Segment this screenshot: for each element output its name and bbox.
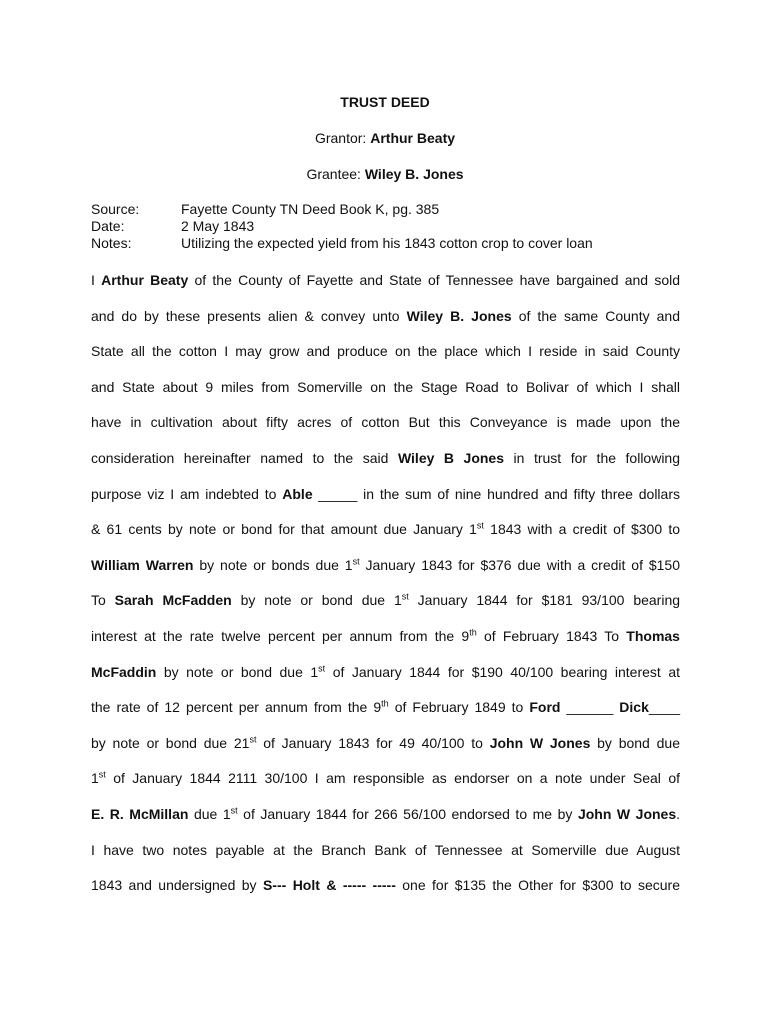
ordinal-suffix: st [352,556,360,567]
body-line [91,735,680,771]
text-run: 1843 with a credit of $300 to [483,521,680,538]
text-run: January 1843 for $376 due with a credit of $150 [359,556,680,573]
grantee-label: Grantee: [306,166,361,182]
body-line [91,806,680,842]
name-run: Wiley B Jones [397,449,505,466]
name-run: John W Jones [489,734,591,751]
text-run: To [91,592,115,609]
body-line [91,272,680,308]
notes-label: Notes: [91,235,132,251]
name-run: Wiley B. Jones [406,307,512,324]
body-line: I have two notes payable at the Branch Bank of Tennessee at Somerville due August [91,841,680,858]
body-line [91,521,680,557]
text-run: _____ in the sum of nine hundred and fifty three dollars [312,485,680,502]
text-run: 1843 and undersigned by [91,877,263,894]
grantor-label: Grantor: [314,130,367,146]
name-run: Thomas [626,627,680,644]
text-run: by note or bond due 21 [91,734,250,751]
body-line [91,664,680,700]
ordinal-suffix: st [401,591,409,602]
source-label: Source: [91,201,140,217]
ordinal-suffix: st [230,805,238,816]
body-line [91,450,680,486]
body-line [91,486,680,522]
text-run: of January 1843 for 49 40/100 to [256,734,490,751]
body-line [91,699,680,735]
text-run: & 61 cents by note or bond for that amount due January 1 [91,521,477,538]
grantee-name: Wiley B. Jones [364,166,464,182]
grantee-line [0,166,770,182]
date-value: 2 May 1843 [181,218,255,234]
text-run: by bond due [590,734,680,751]
body-line: and State about 9 miles from Somerville on the Stage Road to Bolivar of which I shall [91,378,680,395]
text-run: due 1 [188,805,231,822]
date-label: Date: [91,218,125,234]
text-run: in trust for the following [504,449,681,466]
body-line [91,308,680,344]
text-run: of the same County and [511,307,680,324]
text-run: and do by these presents alien & convey unto [91,307,407,324]
text-run: of January 1844 2111 30/100 I am responsible as endorser on a note under Seal of [105,770,680,787]
name-run: Dick [619,699,649,716]
text-run: consideration hereinafter named to the said [91,449,398,466]
name-run: McFaddin [91,663,157,680]
source-row [91,201,593,218]
name-run: Ford [529,699,561,716]
page-title: TRUST DEED [340,94,430,110]
ordinal-suffix: st [98,769,106,780]
text-run: interest at the rate twelve percent per annum from the 9 [91,627,470,644]
text-run: I [91,272,102,288]
text-run: of the County of Fayette and State of Tennessee have bargained and sold [188,272,680,288]
body-line [91,557,680,593]
text-run: ______ [560,699,620,716]
ordinal-suffix: st [249,734,257,745]
body-line [91,628,680,664]
name-run: John W Jones [577,805,677,822]
grantor-line [0,130,770,146]
name-run: S--- Holt & ----- ----- [262,877,396,894]
body-line: State all the cotton I may grow and produce on the place which I reside in said County [91,343,680,360]
text-run: purpose viz I am indebted to [91,485,283,502]
text-run: one for $135 the Other for $300 to secure [395,877,680,894]
grantor-name: Arthur Beaty [370,130,456,146]
ordinal-suffix: st [476,520,484,531]
body-line [91,770,680,806]
text-run: of January 1844 for $190 40/100 bearing interest at [325,663,680,680]
notes-value: Utilizing the expected yield from his 1843 cotton crop to cover loan [181,235,593,251]
source-value: Fayette County TN Deed Book K, pg. 385 [181,201,440,217]
name-run: Sarah McFadden [114,592,232,609]
text-run: ____ [648,699,681,716]
text-run: the rate of 12 percent per annum from the 9 [91,699,382,716]
text-run: of February 1843 To [476,627,627,644]
text-run: January 1844 for $181 93/100 bearing [408,592,681,609]
deed-body [91,272,680,913]
ordinal-suffix: st [318,662,326,673]
text-run: 1 [91,770,99,787]
name-run: Arthur Beaty [101,272,189,288]
text-run: by note or bond due 1 [231,592,402,609]
text-run: of February 1849 to [388,699,530,716]
body-line [91,877,680,913]
date-row [91,218,593,235]
name-run: William Warren [91,556,194,573]
body-line [91,592,680,628]
name-run: Able [282,485,313,502]
name-run: E. R. McMillan [91,805,189,822]
text-run: . [676,805,681,822]
text-run: by note or bonds due 1 [193,556,353,573]
notes-row [91,235,593,252]
ordinal-suffix: th [469,627,477,638]
ordinal-suffix: th [381,698,389,709]
text-run: of January 1844 for 266 56/100 endorsed to me by [237,805,578,822]
deed-metadata [91,201,593,252]
text-run: by note or bond due 1 [156,663,319,680]
body-line: have in cultivation about fifty acres of cotton But this Conveyance is made upon the [91,414,680,431]
